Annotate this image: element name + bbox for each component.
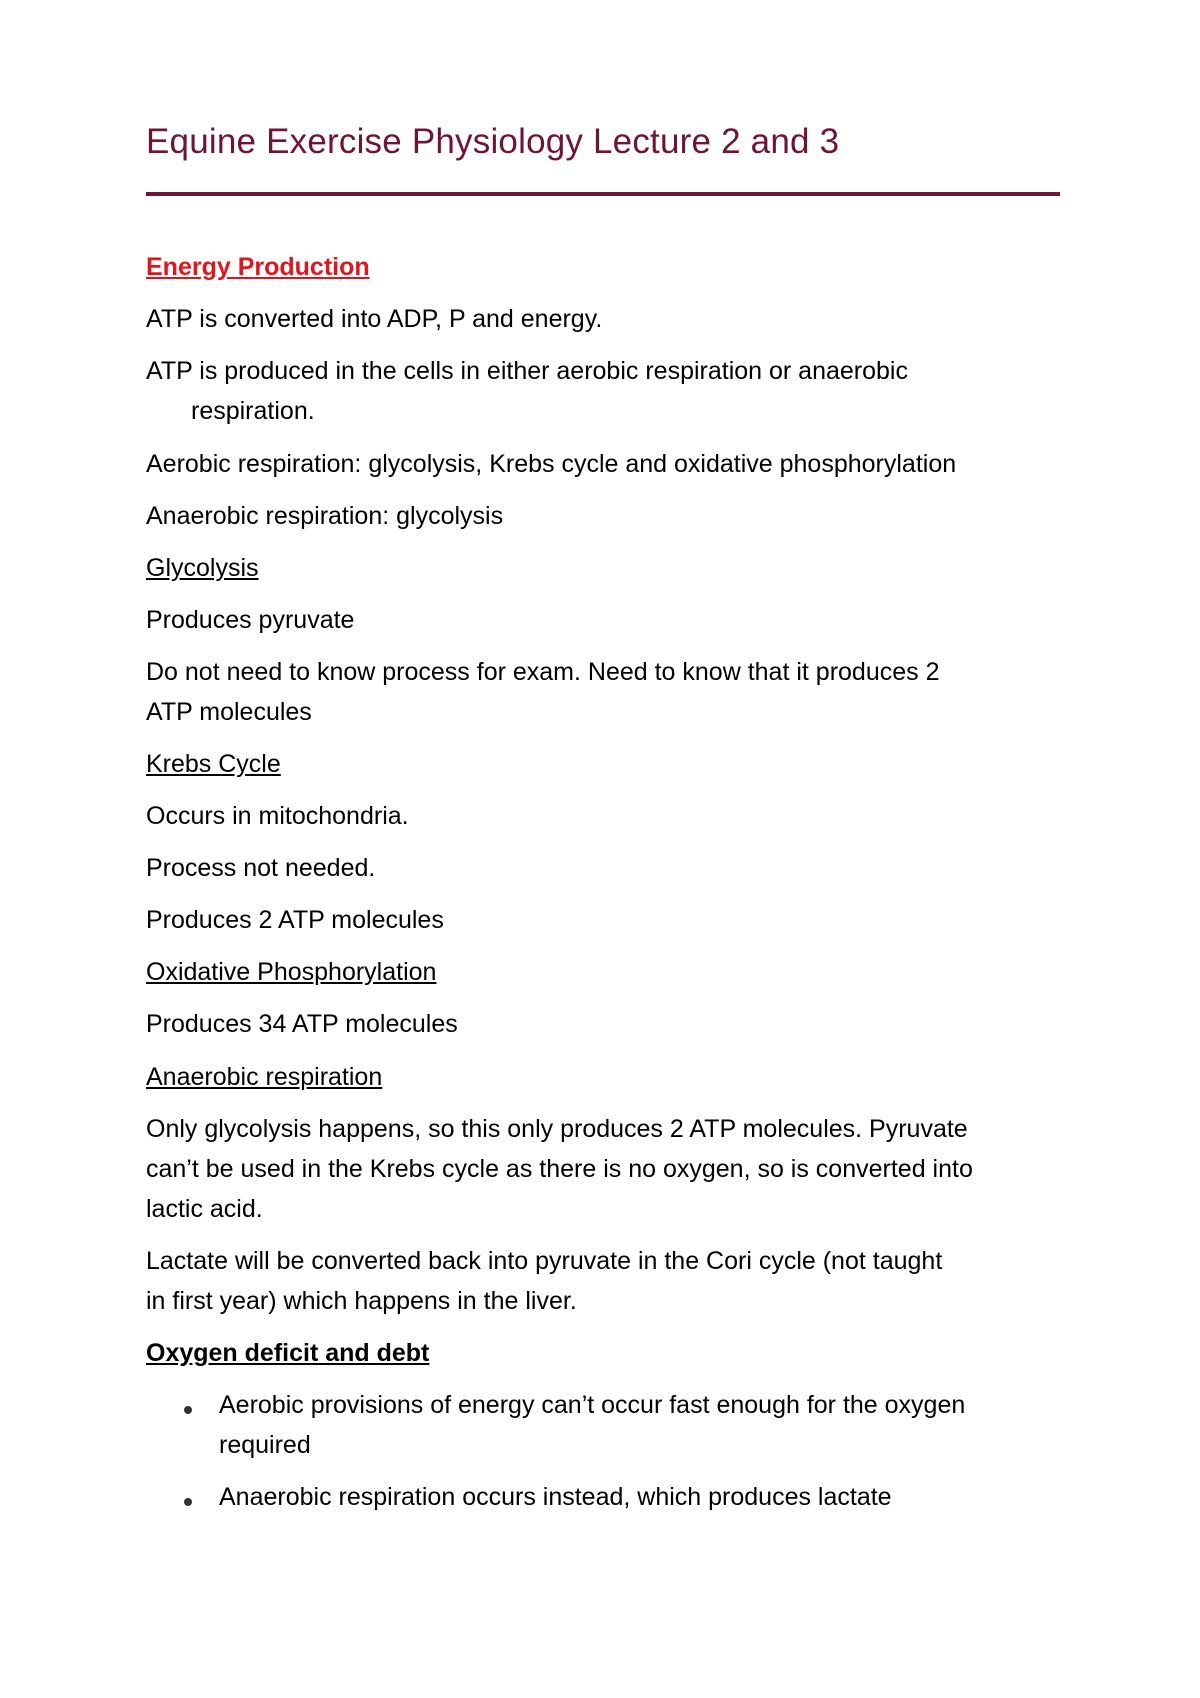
title-divider [146, 192, 1060, 196]
paragraph: Only glycolysis happens, so this only produces 2 ATP molecules. Pyruvate [146, 1115, 968, 1143]
paragraph-continuation: ATP molecules [146, 698, 312, 726]
bullet-item: Anaerobic respiration occurs instead, which produces lactate [219, 1483, 892, 1511]
paragraph: ATP is converted into ADP, P and energy. [146, 305, 603, 333]
paragraph: Produces 2 ATP molecules [146, 906, 444, 934]
bullet-item: Aerobic provisions of energy can’t occur fast enough for the oxygen [219, 1391, 966, 1419]
paragraph: ATP is produced in the cells in either aerobic respiration or anaerobic [146, 357, 908, 385]
bullet-icon [184, 1406, 192, 1414]
bullet-item-continuation: required [219, 1431, 311, 1459]
paragraph: Lactate will be converted back into pyruvate in the Cori cycle (not taught [146, 1247, 943, 1275]
bullet-icon [184, 1498, 192, 1506]
heading-oxidative-phosphorylation: Oxidative Phosphorylation [146, 958, 437, 986]
paragraph: Occurs in mitochondria. [146, 802, 409, 830]
paragraph-continuation: can’t be used in the Krebs cycle as there is no oxygen, so is converted into [146, 1155, 973, 1183]
page-title: Equine Exercise Physiology Lecture 2 and 3 [146, 122, 840, 161]
paragraph: Do not need to know process for exam. Need to know that it produces 2 [146, 658, 940, 686]
paragraph-continuation: in first year) which happens in the liver. [146, 1287, 577, 1315]
paragraph: Anaerobic respiration: glycolysis [146, 502, 504, 530]
paragraph-continuation: respiration. [191, 397, 315, 425]
heading-energy-production: Energy Production [146, 253, 370, 281]
heading-anaerobic-respiration: Anaerobic respiration [146, 1063, 383, 1091]
paragraph-continuation: lactic acid. [146, 1195, 263, 1223]
heading-glycolysis: Glycolysis [146, 554, 259, 582]
paragraph: Produces 34 ATP molecules [146, 1010, 458, 1038]
heading-krebs-cycle: Krebs Cycle [146, 750, 281, 778]
paragraph: Aerobic respiration: glycolysis, Krebs cycle and oxidative phosphorylation [146, 450, 957, 478]
heading-oxygen-deficit: Oxygen deficit and debt [146, 1339, 430, 1367]
paragraph: Produces pyruvate [146, 606, 355, 634]
paragraph: Process not needed. [146, 854, 376, 882]
